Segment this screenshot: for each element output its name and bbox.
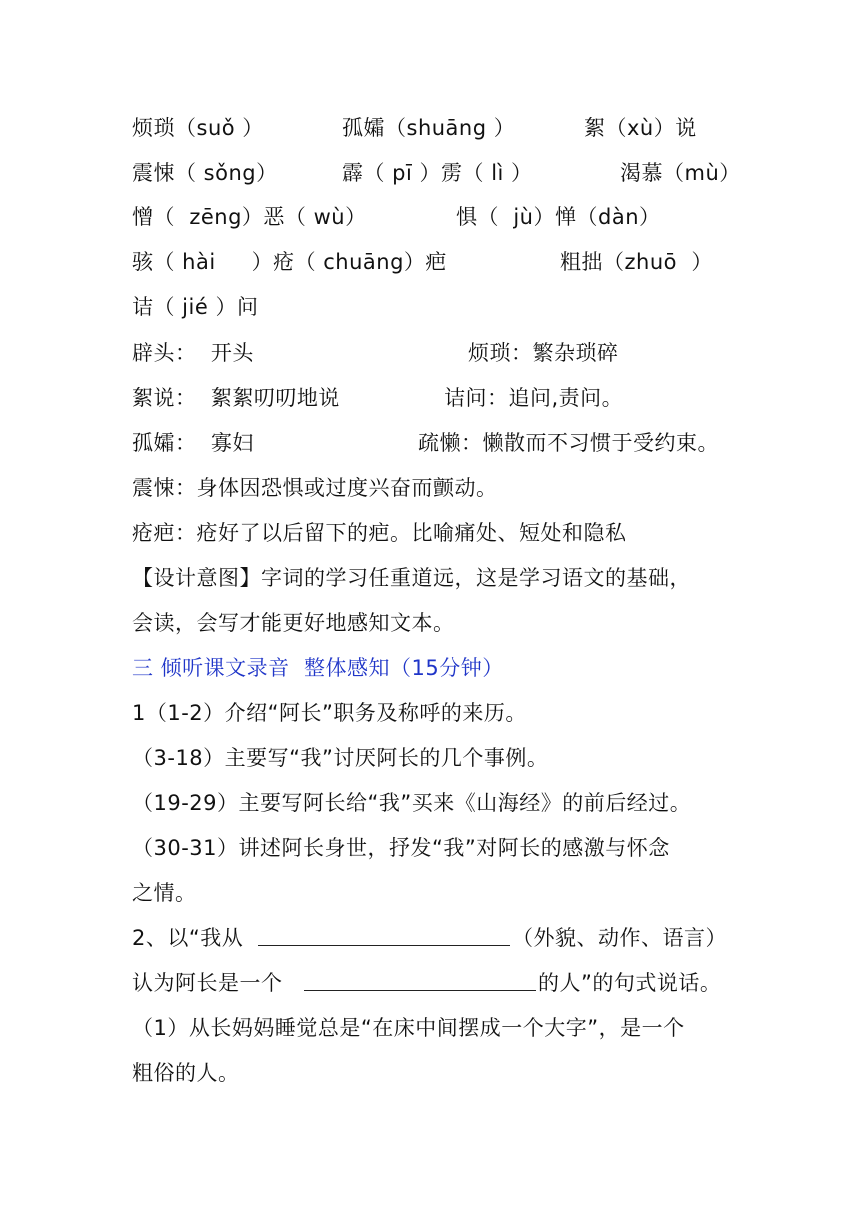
exercise-text: 认为阿长是一个	[132, 971, 290, 995]
pinyin-term: 粗拙（zhuō ）	[560, 250, 713, 274]
pinyin-term: 絮（xù）说	[584, 116, 697, 140]
pinyin-term: 孤孀（shuāng ）	[342, 116, 516, 140]
exercise-text: （外貌、动作、语言）	[512, 926, 727, 950]
fill-in-blank[interactable]	[304, 968, 536, 991]
pinyin-term: 烦琐（suǒ ）	[132, 116, 264, 140]
pinyin-term: 霹（ pī ）雳（ lì ）	[342, 161, 533, 185]
exercise-text: 的人”的句式说话。	[538, 971, 722, 995]
pinyin-term: 震悚（ sǒng）	[132, 161, 278, 185]
pinyin-term: 惧（ jù）惮（dàn）	[456, 205, 661, 229]
definition: 诘问：追问,责问。	[444, 386, 624, 410]
answer-line: 粗俗的人。	[132, 1061, 240, 1085]
design-intent: 会读，会写才能更好地感知文本。	[132, 611, 455, 635]
definition: 疏懒：懒散而不习惯于受约束。	[418, 431, 719, 455]
pinyin-term: 憎（ zēng）恶（ wù）	[132, 205, 367, 229]
section-heading: 三 倾听课文录音 整体感知（15分钟）	[132, 656, 504, 680]
outline-item: 1（1-2）介绍“阿长”职务及称呼的来历。	[132, 701, 527, 725]
outline-item: 之情。	[132, 881, 197, 905]
outline-item: （3-18）主要写“我”讨厌阿长的几个事例。	[132, 746, 549, 770]
outline-item: （19-29）主要写阿长给“我”买来《山海经》的前后经过。	[132, 791, 692, 815]
definition: 烦琐：繁杂琐碎	[468, 341, 619, 365]
pinyin-term: 渴慕（mù）	[620, 161, 741, 185]
fill-in-blank[interactable]	[258, 923, 510, 946]
definition: 孤孀： 寡妇	[132, 431, 254, 455]
design-intent: 【设计意图】字词的学习任重道远，这是学习语文的基础，	[132, 566, 691, 590]
pinyin-term: 骇（ hài ）疮（ chuāng）疤	[132, 250, 447, 274]
exercise-text: 2、以“我从	[132, 926, 244, 950]
outline-item: （30-31）讲述阿长身世，抒发“我”对阿长的感激与怀念	[132, 836, 670, 860]
answer-line: （1）从长妈妈睡觉总是“在床中间摆成一个大字”，是一个	[132, 1016, 685, 1040]
definition: 疮疤：疮好了以后留下的疤。比喻痛处、短处和隐私	[132, 521, 627, 545]
definition: 絮说： 絮絮叨叨地说	[132, 386, 340, 410]
pinyin-term: 诘（ jié ）问	[132, 295, 259, 319]
definition: 震悚：身体因恐惧或过度兴奋而颤动。	[132, 476, 498, 500]
definition: 辟头： 开头	[132, 341, 254, 365]
